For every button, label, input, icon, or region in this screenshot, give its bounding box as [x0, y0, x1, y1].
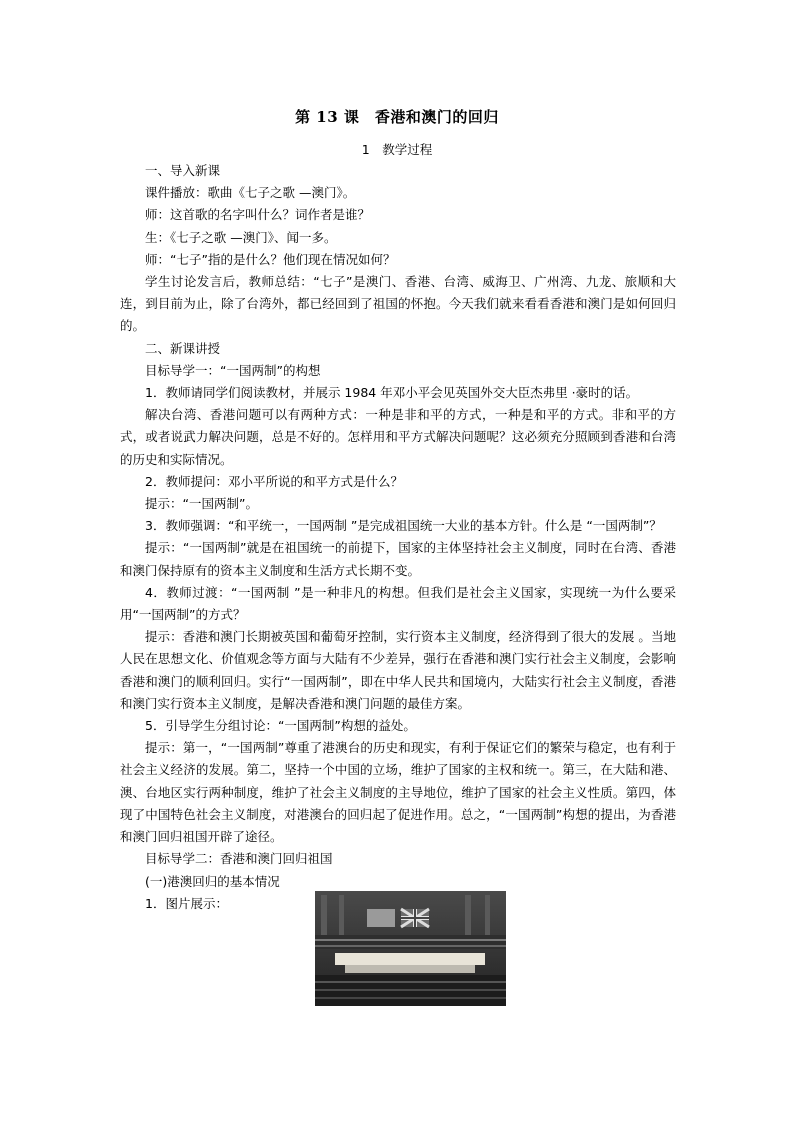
paragraph: 师：“七子”指的是什么？他们现在情况如何？ — [145, 251, 396, 267]
paragraph: 提示：“一国两制”就是在祖国统一的前提下，国家的主体坚持社会主义制度，同时在台湾、香港和澳门保持原有的资本主义制度和生活方式长期不变。 — [120, 540, 676, 578]
paragraph: 1．教师请同学们阅读教材，并展示 1984 年邓小平会见英国外交大臣杰弗里 ·豪时的话。 — [145, 385, 639, 401]
heading-new-lesson: 二、新课讲授 — [145, 340, 221, 356]
paragraph: 2．教师提问：邓小平所说的和平方式是什么？ — [145, 473, 403, 489]
paragraph: 5．引导学生分组讨论：“一国两制”构想的益处。 — [145, 718, 416, 734]
paragraph: 生：《七子之歌 —澳门》、闻一多。 — [145, 229, 337, 245]
handover-ceremony-image — [315, 891, 506, 1006]
paragraph: 3．教师强调：“和平统一，一国两制 ”是完成祖国统一大业的基本方针。什么是 “一国两制”？ — [145, 518, 662, 534]
handover-ceremony-photo — [315, 891, 506, 1006]
paragraph: 4．教师过渡：“一国两制 ”是一种非凡的构想。但我们是社会主义国家，实现统一为什么要采用“一国两制”的方式？ — [120, 584, 676, 623]
quote-paragraph: 解决台湾、香港问题可以有两种方式：一种是非和平的方式，一种是和平的方式。非和平的方式，或者说武力解决问题，总是不好的。怎样用和平方式解决问题呢？这必须充分照顾到香港和台湾的历史和实际情况。 — [120, 407, 676, 467]
paragraph: 提示：“一国两制”。 — [145, 496, 258, 512]
paragraph: 师：这首歌的名字叫什么？词作者是谁？ — [145, 207, 371, 223]
heading-goal-two: 目标导学二：香港和澳门回归祖国 — [145, 851, 333, 867]
paragraph: 提示：香港和澳门长期被英国和葡萄牙控制，实行资本主义制度，经济得到了很大的发展 。当地人民在思想文化、价值观念等方面与大陆有不少差异，强行在香港和澳门实行社会主义制度，会影响香港和澳门的顺利回归。实行“一国两制”，即在中华人民共和国境内，大陆实行社会主义制度，香港和澳门实行资本主义制度，是解决香港和澳门问题的最佳方案。 — [120, 629, 676, 711]
lesson-body — [120, 160, 676, 915]
lesson-title: 第 13 课 香港和澳门的回归 — [295, 108, 499, 126]
heading-goal-one: 目标导学一：“一国两制”的构想 — [145, 362, 321, 378]
paragraph: 提示：第一，“一国两制”尊重了港澳台的历史和现实，有利于保证它们的繁荣与稳定，也有利于社会主义经济的发展。第二，坚持一个中国的立场，维护了国家的主权和统一。第三，在大陆和港、澳、台地区实行两种制度，维护了社会主义制度的主导地位，维护了国家的社会主义性质。第四，体现了中国特色社会主义制度，对港澳台的回归起了促进作用。总之，“一国两制”构想的提出，为香港和澳门回归祖国开辟了途径。 — [120, 740, 676, 845]
paragraph: 1．图片展示： — [145, 895, 228, 911]
section-subtitle: 1 教学过程 — [361, 142, 433, 157]
heading-subsection: (一)港澳回归的基本情况 — [145, 873, 280, 889]
paragraph: 课件播放：歌曲《七子之歌 —澳门》。 — [145, 185, 356, 201]
heading-intro: 一、导入新课 — [145, 163, 221, 178]
paragraph: 学生讨论发言后，教师总结：“七子”是澳门、香港、台湾、威海卫、广州湾、九龙、旅顺和大连，到目前为止，除了台湾外，都已经回到了祖国的怀抱。今天我们就来看看香港和澳门是如何回归的。 — [120, 274, 676, 334]
